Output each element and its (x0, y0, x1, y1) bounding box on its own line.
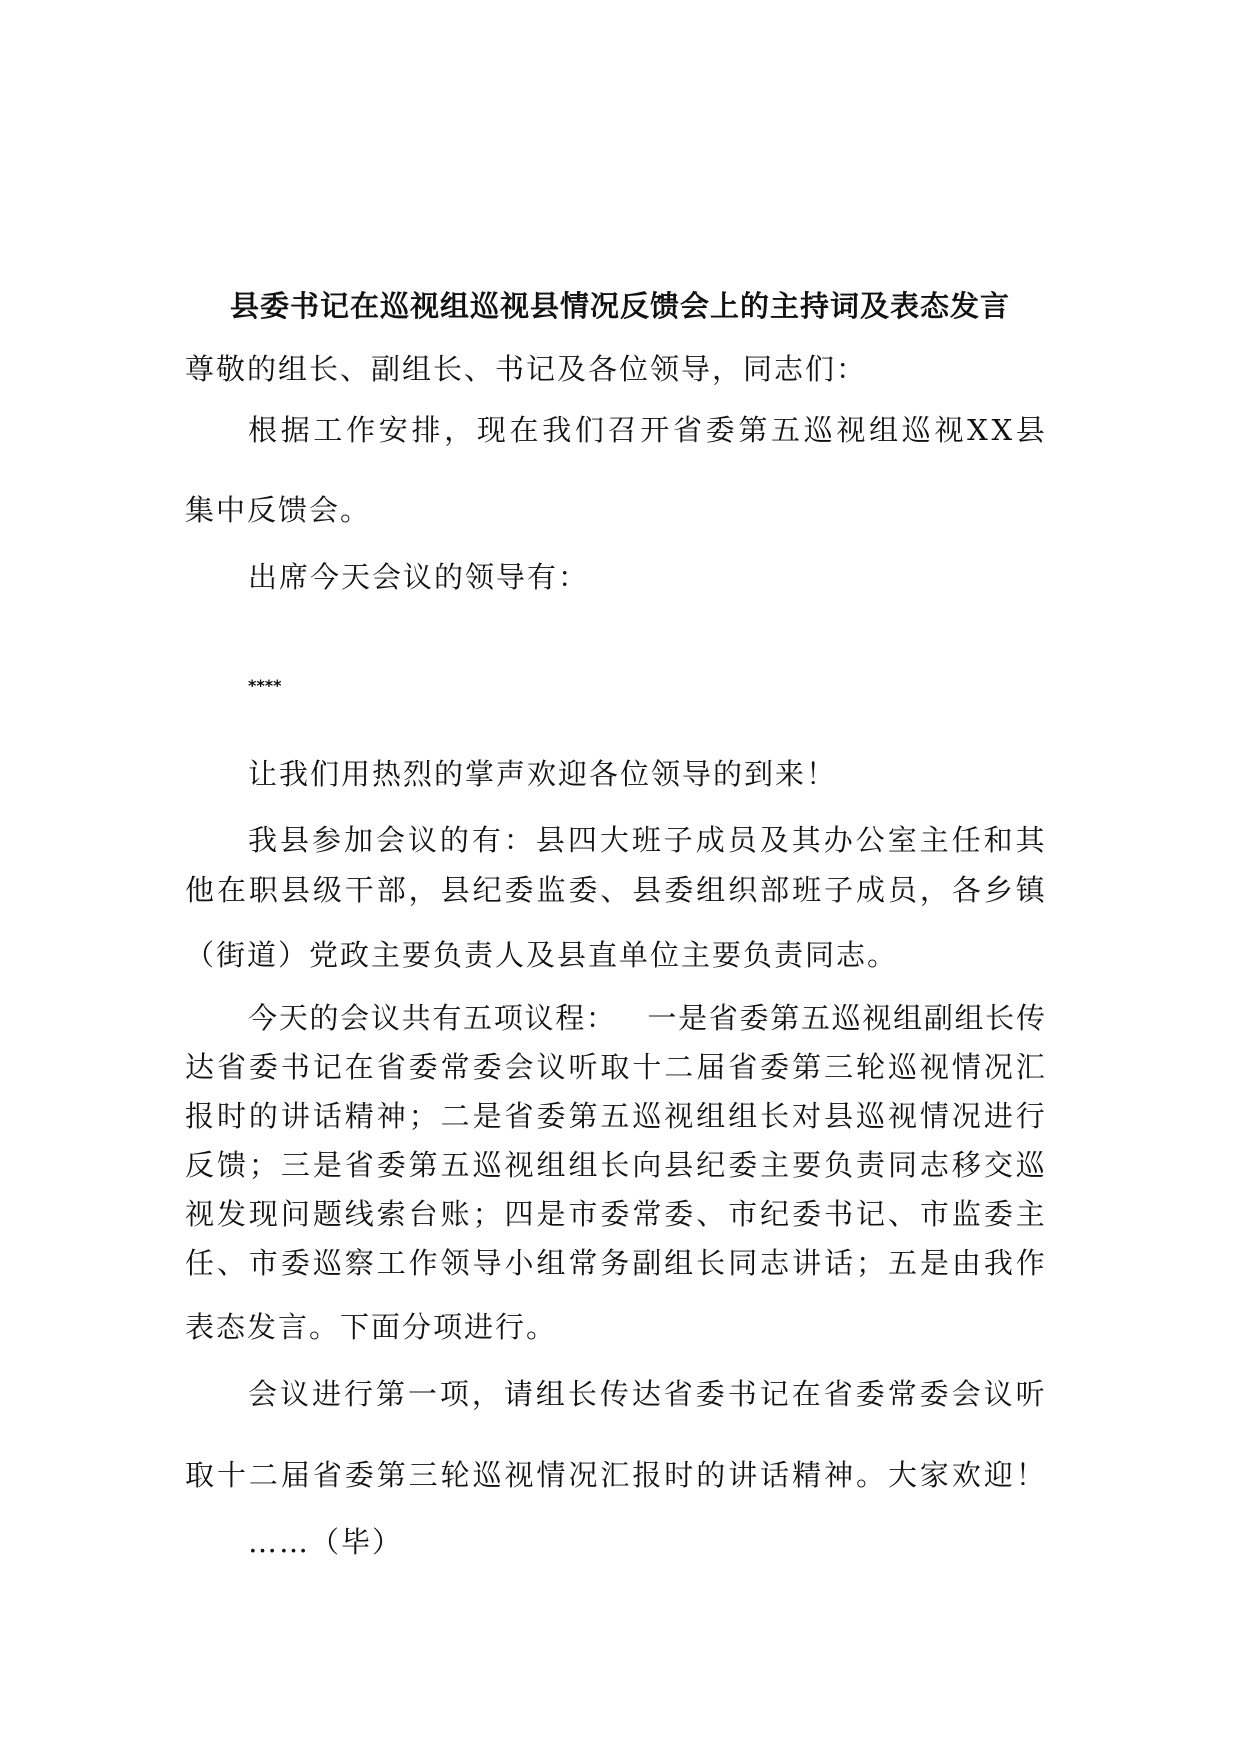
paragraph-4-line-2: 他 在 职 县 级 干 部 ， 县 纪 委 监 委 、 县 委 组 织 部 班 子 成 员 ， 各 乡 镇 (185, 873, 1045, 907)
paragraph-4-line-3: （街道）党政主要负责人及县直单位主要负责同志。 (185, 938, 899, 972)
greeting: 尊敬的组长、副组长、书记及各位领导，同志们： (185, 352, 868, 386)
paragraph-5-line-3: 报 时 的 讲 话 精 神 ； 二 是 省 委 第 五 巡 视 组 组 长 对 县 巡 视 情 况 进 行 (185, 1099, 1045, 1133)
paragraph-4-line-1: 我 县 参 加 会 议 的 有 ： 县 四 大 班 子 成 员 及 其 办 公 室 主 任 和 其 (248, 823, 1045, 857)
paragraph-5-line-6: 任 、 市 委 巡 察 工 作 领 导 小 组 常 务 副 组 长 同 志 讲 话 ； 五 是 由 我 作 (185, 1246, 1045, 1280)
paragraph-1-line-1: 根 据 工 作 安 排 ， 现 在 我 们 召 开 省 委 第 五 巡 视 组 巡 视 X X 县 (248, 413, 1045, 447)
paragraph-2: 出席今天会议的领导有： (248, 560, 590, 594)
paragraph-1-line-2: 集中反馈会。 (185, 493, 372, 527)
paragraph-5-line-4: 反 馈 ； 三 是 省 委 第 五 巡 视 组 组 长 向 县 纪 委 主 要 负 责 同 志 移 交 巡 (185, 1148, 1045, 1182)
paragraph-5-line-5: 视 发 现 问 题 线 索 台 账 ； 四 是 市 委 常 委 、 市 纪 委 书 记 、 市 监 委 主 (185, 1197, 1045, 1231)
paragraph-5-line-1: 今 天 的 会 议 共 有 五 项 议 程 ： 一 是 省 委 第 五 巡 视 组 副 组 长 传 (248, 1001, 1045, 1035)
paragraph-3: 让我们用热烈的掌声欢迎各位领导的到来！ (248, 757, 838, 791)
closing-mark: ……（毕） (248, 1525, 404, 1559)
paragraph-6-line-2: 取 十 二 届 省 委 第 三 轮 巡 视 情 况 汇 报 时 的 讲 话 精 神 。 大 家 欢 迎 ！ (185, 1458, 1045, 1492)
document-title: 县委书记在巡视组巡视县情况反馈会上的主持词及表态发言 (229, 289, 1010, 323)
paragraph-5-line-7: 表态发言。下面分项进行。 (185, 1310, 558, 1344)
paragraph-6-line-1: 会 议 进 行 第 一 项 ， 请 组 长 传 达 省 委 书 记 在 省 委 常 委 会 议 听 (248, 1377, 1045, 1411)
attendees-placeholder: **** (248, 676, 282, 695)
paragraph-5-line-2: 达 省 委 书 记 在 省 委 常 委 会 议 听 取 十 二 届 省 委 第 三 轮 巡 视 情 况 汇 (185, 1050, 1045, 1084)
